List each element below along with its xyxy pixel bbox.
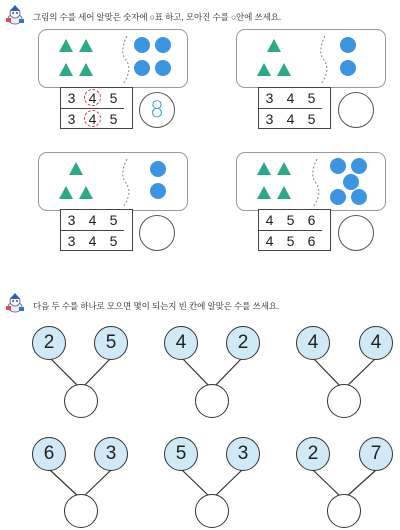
- grid-cell[interactable]: 6: [307, 232, 316, 249]
- addend-circle: 5: [94, 326, 128, 360]
- grid-cell[interactable]: 4: [286, 110, 295, 127]
- grid-cell[interactable]: 3: [67, 232, 76, 249]
- addend-circle: 3: [94, 437, 128, 471]
- grid-cell[interactable]: 5: [109, 110, 118, 127]
- sum-answer-circle[interactable]: [327, 384, 361, 418]
- grid-cell[interactable]: 4: [265, 211, 274, 228]
- grid-cell[interactable]: 6: [307, 211, 316, 228]
- grid-cell[interactable]: 4: [286, 89, 295, 106]
- grid-cell[interactable]: 4: [265, 232, 274, 249]
- addend-circle: 2: [226, 326, 260, 360]
- addend-circle: 5: [164, 437, 198, 471]
- grid-cell[interactable]: 3: [67, 110, 76, 127]
- grid-cell[interactable]: 5: [109, 89, 118, 106]
- grid-cell[interactable]: 5: [307, 110, 316, 127]
- section2-instruction: 다음 두 수를 하나로 모으면 몇이 되는지 빈 칸에 알맞은 수를 쓰세요.: [33, 301, 280, 311]
- grid-cell[interactable]: 4: [88, 211, 97, 228]
- sum-answer-circle[interactable]: [64, 494, 98, 528]
- grid-cell[interactable]: 3: [265, 110, 274, 127]
- addend-circle: 3: [226, 437, 260, 471]
- sum-answer-circle[interactable]: [327, 494, 361, 528]
- grid-cell[interactable]: 5: [109, 232, 118, 249]
- grid-cell[interactable]: 3: [67, 89, 76, 106]
- sum-answer-circle[interactable]: [195, 494, 229, 528]
- sum-answer-circle[interactable]: [64, 384, 98, 418]
- addend-circle: 2: [296, 437, 330, 471]
- grid-cell[interactable]: 3: [67, 211, 76, 228]
- addend-circle: 6: [32, 437, 66, 471]
- addend-circle: 7: [359, 437, 393, 471]
- addend-circle: 4: [164, 326, 198, 360]
- grid-cell[interactable]: 5: [286, 211, 295, 228]
- addend-circle: 4: [359, 326, 393, 360]
- sum-answer-circle[interactable]: [195, 384, 229, 418]
- grid-cell[interactable]: 5: [307, 89, 316, 106]
- grid-cell[interactable]: 5: [286, 232, 295, 249]
- addend-circle: 2: [32, 326, 66, 360]
- section1-instruction: 그림의 수를 세어 알맞은 숫자에 ○표 하고, 모아진 수를 ○안에 쓰세요.: [33, 12, 282, 22]
- grid-cell[interactable]: 4: [88, 232, 97, 249]
- grid-cell-circled[interactable]: 4: [82, 88, 103, 107]
- answer-digit: 8: [150, 97, 164, 123]
- grid-cell[interactable]: 5: [109, 211, 118, 228]
- grid-cell-circled[interactable]: 4: [82, 109, 103, 128]
- addend-circle: 4: [296, 326, 330, 360]
- grid-cell[interactable]: 3: [265, 89, 274, 106]
